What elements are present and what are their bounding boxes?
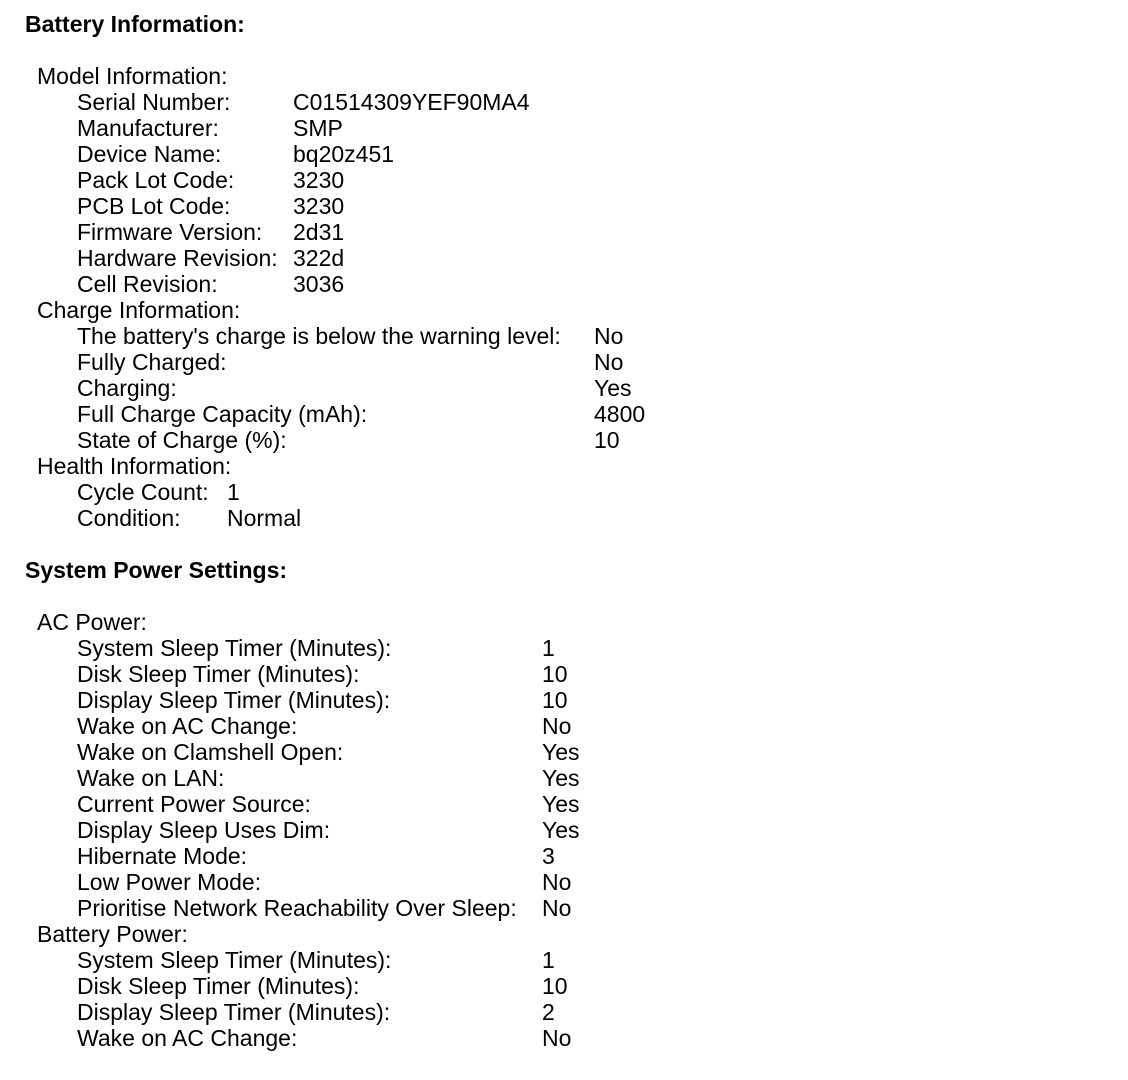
info-value: 10 — [542, 687, 568, 713]
group-title: Model Information: — [37, 63, 228, 89]
info-value: 3230 — [293, 167, 345, 193]
info-row — [77, 661, 1128, 687]
info-value: Yes — [542, 765, 580, 791]
info-value: 3036 — [293, 271, 345, 297]
info-row — [77, 765, 1128, 791]
group-model-information — [25, 63, 1128, 297]
info-label: Disk Sleep Timer (Minutes): — [77, 973, 360, 999]
info-row — [77, 1025, 1128, 1051]
info-label: Firmware Version: — [77, 219, 263, 245]
info-label: Fully Charged: — [77, 349, 227, 375]
info-row — [77, 817, 1128, 843]
info-value: Yes — [594, 375, 632, 401]
info-row — [77, 271, 1128, 297]
info-value: 10 — [594, 427, 620, 453]
info-value: 2d31 — [293, 219, 345, 245]
section-title-battery-information: Battery Information: — [25, 11, 245, 37]
info-row — [77, 999, 1128, 1025]
info-value: 4800 — [594, 401, 646, 427]
info-label: Prioritise Network Reachability Over Sleep: — [77, 895, 517, 921]
info-row — [77, 167, 1128, 193]
group-ac-power — [25, 609, 1128, 921]
section-title-system-power-settings: System Power Settings: — [25, 557, 288, 583]
group-title: AC Power: — [37, 609, 147, 635]
info-value: Yes — [542, 817, 580, 843]
info-label: Pack Lot Code: — [77, 167, 235, 193]
info-label: Wake on Clamshell Open: — [77, 739, 344, 765]
info-label: Cell Revision: — [77, 271, 218, 297]
info-value: No — [542, 1025, 572, 1051]
group-title: Battery Power: — [37, 921, 188, 947]
info-row — [77, 869, 1128, 895]
info-row — [77, 791, 1128, 817]
info-row — [77, 349, 1128, 375]
blank-line — [25, 531, 1128, 557]
info-row — [77, 687, 1128, 713]
info-value: SMP — [293, 115, 343, 141]
info-row — [77, 115, 1128, 141]
info-value: No — [542, 895, 572, 921]
info-label: Serial Number: — [77, 89, 231, 115]
info-label: Display Sleep Timer (Minutes): — [77, 687, 391, 713]
info-value: Yes — [542, 739, 580, 765]
info-label: Wake on AC Change: — [77, 713, 298, 739]
info-label: Display Sleep Timer (Minutes): — [77, 999, 391, 1025]
info-row — [77, 713, 1128, 739]
info-row — [77, 635, 1128, 661]
group-health-information — [25, 453, 1128, 531]
info-label: Condition: — [77, 505, 181, 531]
info-value: 2 — [542, 999, 555, 1025]
info-value: 3230 — [293, 193, 345, 219]
info-row — [77, 739, 1128, 765]
info-row — [77, 973, 1128, 999]
info-label: Low Power Mode: — [77, 869, 262, 895]
info-value: No — [594, 349, 624, 375]
info-label: Hardware Revision: — [77, 245, 278, 271]
info-label: Wake on AC Change: — [77, 1025, 298, 1051]
info-row — [77, 895, 1128, 921]
info-value: No — [542, 713, 572, 739]
info-label: Manufacturer: — [77, 115, 219, 141]
info-row — [77, 843, 1128, 869]
info-value: 10 — [542, 973, 568, 999]
info-row — [77, 427, 1128, 453]
info-value: 10 — [542, 661, 568, 687]
info-row — [77, 89, 1128, 115]
info-row — [77, 375, 1128, 401]
info-label: Wake on LAN: — [77, 765, 225, 791]
info-label: PCB Lot Code: — [77, 193, 231, 219]
info-label: Full Charge Capacity (mAh): — [77, 401, 368, 427]
info-label: Display Sleep Uses Dim: — [77, 817, 331, 843]
info-label: The battery's charge is below the warning level: — [77, 323, 561, 349]
info-row — [77, 947, 1128, 973]
info-value: bq20z451 — [293, 141, 395, 167]
info-label: State of Charge (%): — [77, 427, 287, 453]
info-label: Charging: — [77, 375, 177, 401]
group-title: Charge Information: — [37, 297, 241, 323]
info-label: System Sleep Timer (Minutes): — [77, 947, 392, 973]
info-label: Hibernate Mode: — [77, 843, 248, 869]
info-row — [77, 245, 1128, 271]
info-value: 3 — [542, 843, 555, 869]
info-row — [77, 505, 1128, 531]
info-row — [77, 323, 1128, 349]
blank-line — [25, 37, 1128, 63]
info-row — [77, 193, 1128, 219]
blank-line — [25, 583, 1128, 609]
info-row — [77, 479, 1128, 505]
info-label: Cycle Count: — [77, 479, 209, 505]
info-value: No — [594, 323, 624, 349]
info-label: Disk Sleep Timer (Minutes): — [77, 661, 360, 687]
info-label: Device Name: — [77, 141, 222, 167]
group-battery-power — [25, 921, 1128, 1051]
info-row — [77, 219, 1128, 245]
info-label: Current Power Source: — [77, 791, 311, 817]
info-value: 322d — [293, 245, 345, 271]
info-row — [77, 401, 1128, 427]
group-charge-information — [25, 297, 1128, 453]
info-label: System Sleep Timer (Minutes): — [77, 635, 392, 661]
info-value: C01514309YEF90MA4 — [293, 89, 530, 115]
info-value: Normal — [227, 505, 302, 531]
info-value: No — [542, 869, 572, 895]
info-value: 1 — [542, 947, 555, 973]
info-value: 1 — [542, 635, 555, 661]
group-title: Health Information: — [37, 453, 232, 479]
info-value: 1 — [227, 479, 240, 505]
info-value: Yes — [542, 791, 580, 817]
info-row — [77, 141, 1128, 167]
